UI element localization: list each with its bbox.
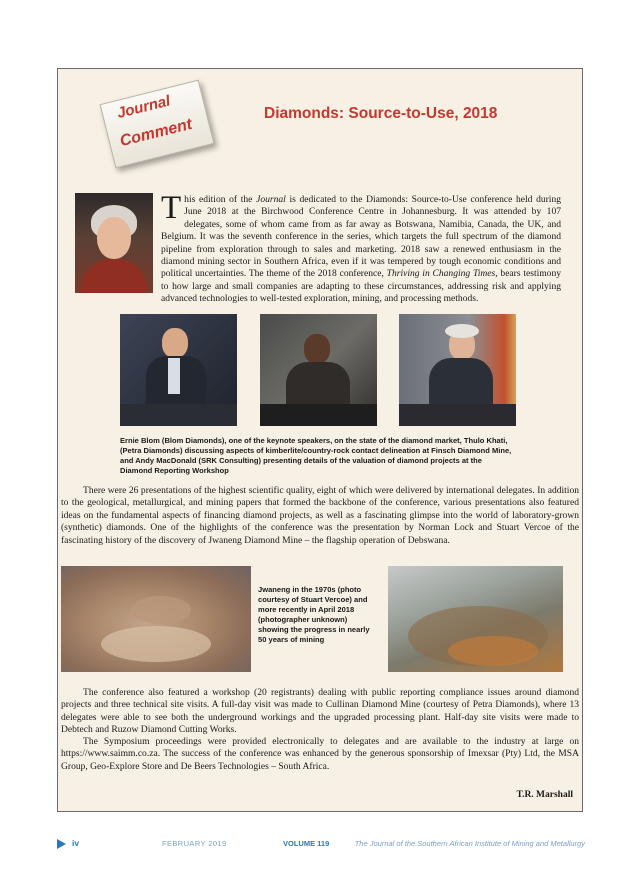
footer-arrow-icon [57, 839, 66, 849]
conference-theme: Thriving in Changing Times [386, 268, 496, 280]
page-footer [57, 837, 587, 851]
speaker-photo-ernie-blom [120, 314, 237, 426]
author-signature: T.R. Marshall [516, 790, 573, 800]
body-paragraph-presentations: There were 26 presentations of the highest scientific quality, eight of which were delivered by international delegates. In addition to the geological, metallurgical, and mining papers that formed the backbone of the conference, various presentations also featured ideas on the fundamental aspects of financing diamond projects, as well as a fascinating glimpse into the world of laboratory-grown (synthetic) diamonds. One of the highlights of the conference was the presentation by Norman Lock and Stuart Vercoe of the fascinating history of the discovery of Jwaneng Diamond Mine – the flagship operation of Debswana. [61, 485, 579, 546]
speakers-caption: Ernie Blom (Blom Diamonds), one of the keynote speakers, on the state of the diamond market, Thulo Khati, (Petra Diamonds) discussing aspects of kimberlite/country-rock contact delineation at Finsch Diamond Mine, and Andy MacDonald (SRK Consulting) presenting details of the valuation of diamond projects at the Diamond Reporting Workshop [120, 436, 512, 475]
stamp-journal-text: Journal [115, 92, 172, 123]
author-portrait [75, 193, 153, 293]
jwaneng-2018-photo [388, 566, 563, 672]
jwaneng-1970s-photo [61, 566, 251, 672]
body-paragraph-proceedings: The Symposium proceedings were provided electronically to delegates and are available to the industry at large on https://www.saimm.co.za. The success of the conference was enhanced by the generous sponsorship of Imexsar (Pty) Ltd, the MSA Group, Geo-Explore Store and De Beers Technologies – South Africa. [61, 736, 579, 772]
drop-cap: T [161, 190, 182, 226]
issue-date: FEBRUARY 2019 [162, 839, 227, 848]
article-title: Diamonds: Source-to-Use, 2018 [264, 105, 498, 122]
journal-italic: Journal [256, 194, 286, 205]
jwaneng-caption: Jwaneng in the 1970s (photo courtesy of Stuart Vercoe) and more recently in April 2018 (photographer unknown) showing the progress in nearly 50 years of mining [258, 585, 370, 644]
stamp-comment-text: Comment [118, 115, 194, 151]
journal-name: The Journal of the Southern African Institute of Mining and Metallurgy [354, 839, 585, 848]
intro-paragraph: This edition of the Journal is dedicated to the Diamonds: Source-to-Use conference held during June 2018 at the Birchwood Conference Centre in Johannesburg. It was attended by 107 delegates, some of whom came from as far away as Botswana, Namibia, Canada, the UK, and Belgium. It was the seventh conference in the series, which targets the full spectrum of the diamond pipeline from exploration through to sales and marketing. 2018 saw a renewed enthusiasm in the diamond mining sector in Southern Africa, even if it was tempered by tough economic conditions and political uncertainties. The theme of the 2018 conference, Thriving in Changing Times, bears testimony to how large and small companies are adapting to these circumstances, addressing risk and applying advanced technologies to well-tested exploration, mining, and processing methods. [161, 190, 561, 305]
speaker-photo-andy-macdonald [399, 314, 516, 426]
page-number: iv [72, 838, 80, 848]
body-paragraph-workshop: The conference also featured a workshop (20 registrants) dealing with public reporting compliance issues around diamond projects and three technical site visits. A full-day visit was made to Cullinan Diamond Mine (courtesy of Petra Diamonds), where 13 delegates were able to see both the underground workings and the upgraded processing plant. Half-day site visits were made to Debtech and Ruzow Diamond Cutting Works. [61, 687, 579, 736]
speaker-photo-thulo-khati [260, 314, 377, 426]
volume-number: VOLUME 119 [283, 839, 330, 848]
